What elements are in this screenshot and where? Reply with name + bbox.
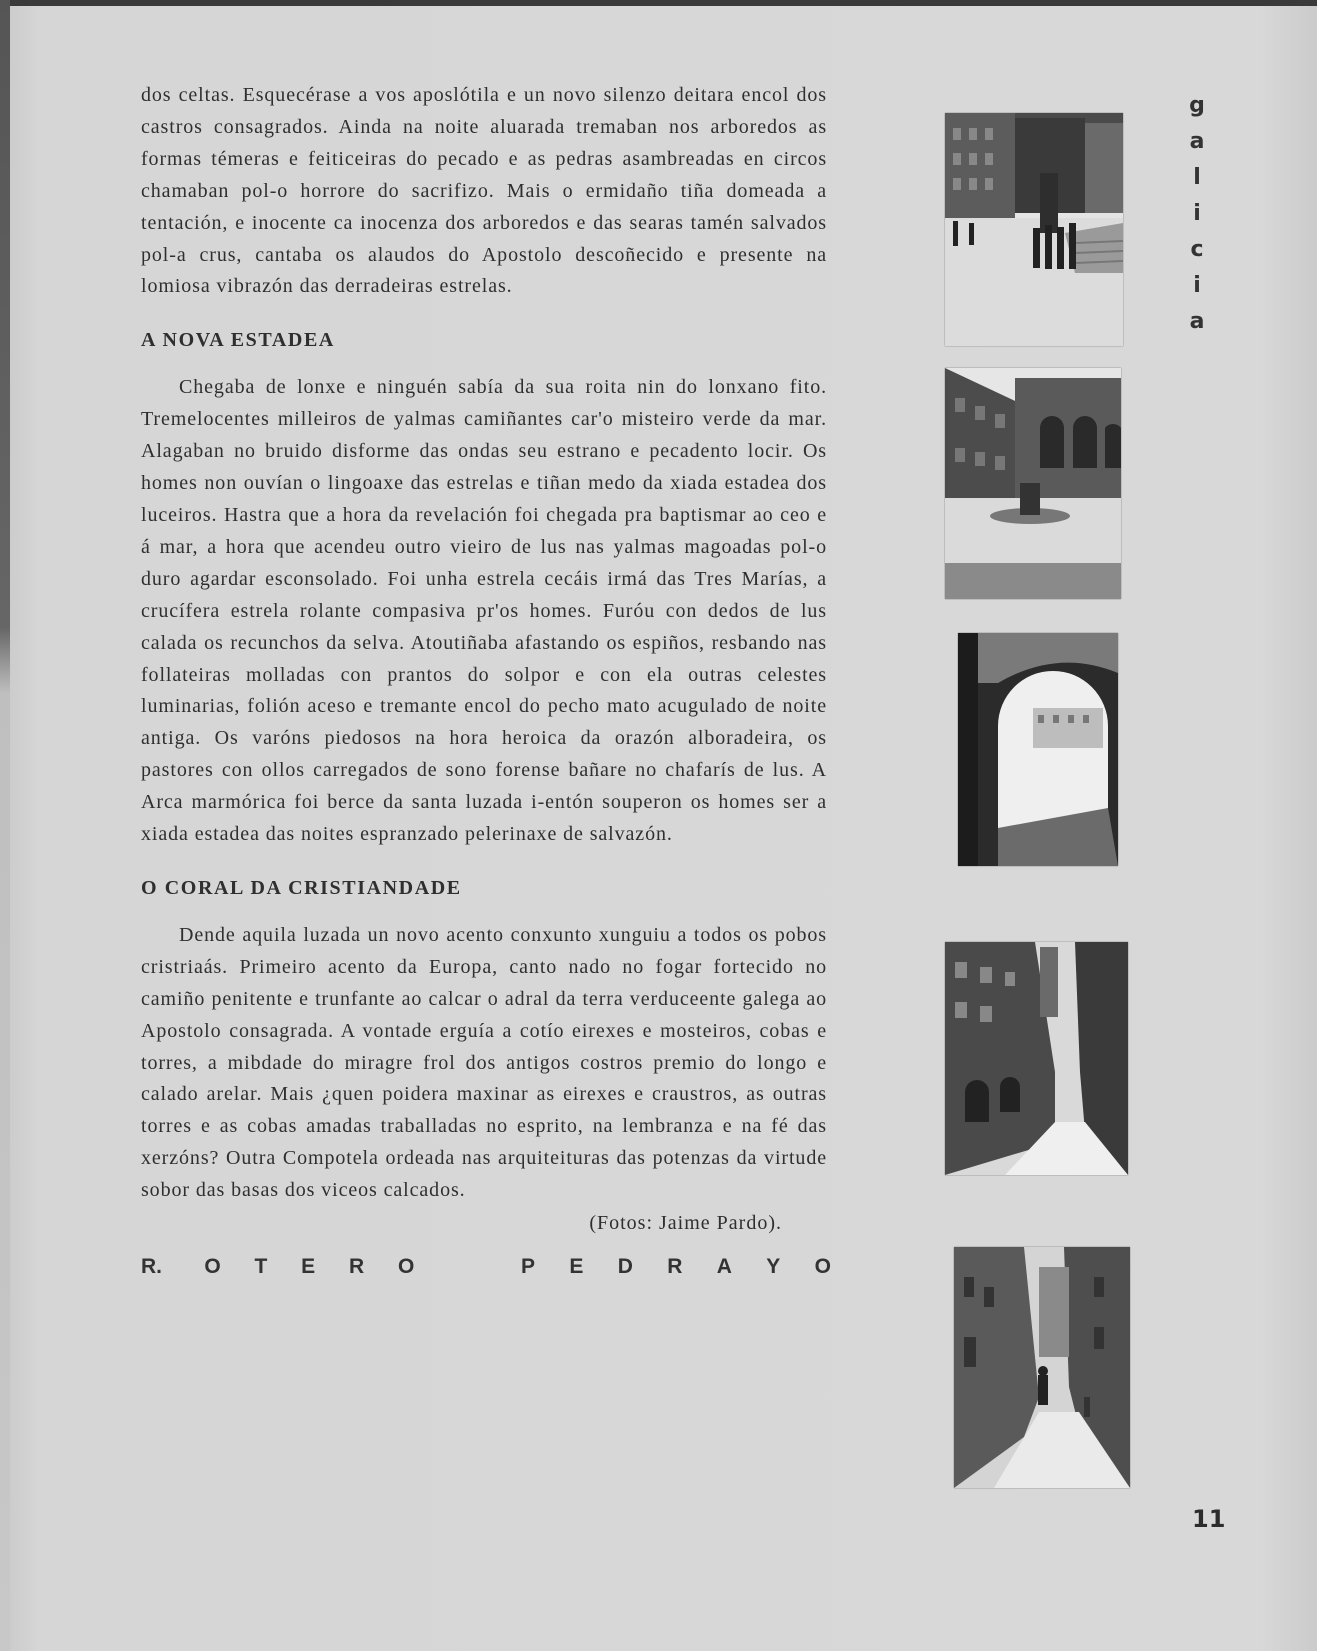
author-surname-1: O T E R O: [204, 1255, 415, 1279]
page-left-edge: [0, 0, 10, 1651]
photo-credit: (Fotos: Jaime Pardo).: [589, 1212, 782, 1235]
title-letter: a: [1189, 309, 1205, 334]
author-surname-2: P E D R A Y O: [520, 1255, 831, 1279]
title-letter: l: [1193, 165, 1201, 190]
page-top-edge: [0, 0, 1317, 6]
text-column: [141, 80, 831, 1279]
title-letter: i: [1193, 273, 1201, 298]
section-heading-coral: O CORAL DA CRISTIANDADE: [141, 876, 462, 899]
title-letter: i: [1193, 201, 1201, 226]
photo-street-walker: [954, 1247, 1130, 1488]
section-body-coral: Dende aquila luzada un novo acento conxunto xunguiu a todos os pobos cristriaás. Primeiro acento da Europa, canto nado no fogar fortecido no camiño penitente e trunfante ao calcar o adral da terra verduceente galega ao Apostolo consagrada. A vontade erguía a cotío eirexes e mosteiros, cobas e torres, a mibdade do miragre frol dos antigos costros premio do longo e calado arelar. Mais ¿quen poidera maxinar as eirexes e craustros, as outras torres e as cobas amadas traballadas no esprito, na lembranza e na fé das xerzóns? Outra Compotela ordeada nas arquiteituras das potenzas da virtude sobor das basas dos viceos calcados.: [141, 923, 827, 1202]
title-letter: c: [1190, 237, 1204, 262]
section-body-nova-estadea: Chegaba de lonxe e ninguén sabía da sua roita nin do lonxano fito. Tremelocentes milleiros de yalmas camiñantes car'o misteiro verde da mar. Alagaban no bruido disforme das ondas seu estrano e pecadento locir. Os homes non ouvían o lingoaxe das estrelas e tiñan medo da xiada estadea dos luceiros. Hastra que a hora da revelación foi chegada pra baptismar ao ceo e á mar, a hora que acendeu outro vieiro de lus nas yalmas magoadas pol-o duro agardar esconsolado. Foi unha estrela cecáis irmá das Tres Marías, a crucífera estrela rolante compasiva pr'os homes. Furóu con dedos de lus calada os recunchos da selva. Atoutiñaba afastando os espiños, resbando nas follateiras molladas con prantos do solpor e con ela outras celestes luminarias, folión aceso e tremante encol do pecho mato acugulado de noite antiga. Os varóns piedosos na hora heroica da orazón alboradeira, os pastores con ollos carregados de sono forense bañare no chafarís de lus. A Arca marmórica foi berce da santa luzada i-entón souperon os homes ser a xiada estadea das noites espranzado pelerinaxe de salvazón.: [141, 376, 827, 846]
author-signature: [141, 1255, 831, 1279]
page-number: 11: [1192, 1505, 1226, 1533]
photo-narrow-street: [945, 942, 1128, 1175]
photo-arched-passage: [958, 633, 1118, 866]
photo-facade-fountain: [945, 368, 1121, 599]
intro-paragraph: dos celtas. Esquecérase a vos aposlótila e un novo silenzo deitara encol dos castros consagrados. Ainda na noite aluarada tremaban nos arboredos as formas témeras e feiticeiras do pecado e as pedras asambreadas en circos chamaban pol-o horrore do sacrifizo. Mais o ermidaño tiña domeada a tentación, e inocente ca inocenza dos arboredos e das searas tamén salvados pol-a crus, cantaba os alaudos do Apostolo descoñecido e presente na lomiosa vibrazón das derradeiras estrelas.: [141, 84, 827, 298]
author-initial: R.: [141, 1255, 162, 1279]
title-letter: a: [1189, 129, 1205, 154]
vertical-magazine-title: [1185, 88, 1209, 340]
section-heading-nova-estadea: A NOVA ESTADEA: [141, 329, 335, 352]
photo-plaza-fountain: [945, 113, 1123, 346]
title-letter: g: [1189, 93, 1205, 118]
